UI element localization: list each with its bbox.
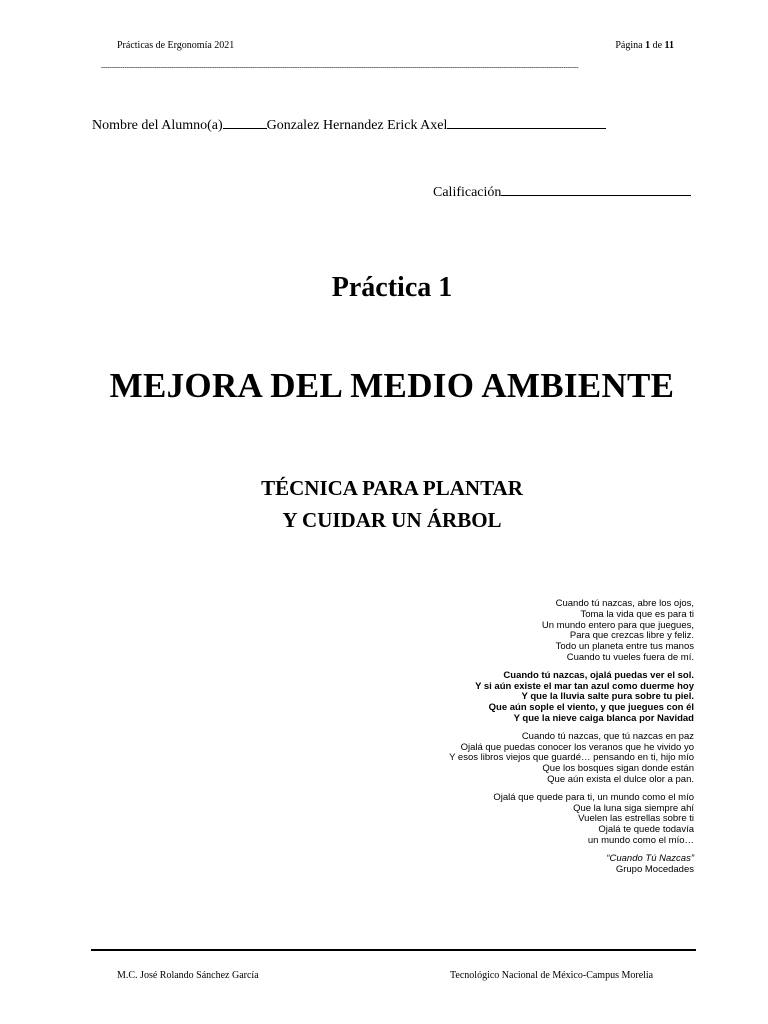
grade-underline [501,183,691,196]
poem-line: Ojalá te quede todavía [598,824,694,836]
practice-number: Práctica 1 [331,272,453,303]
header-course: Prácticas de Ergonomía 2021 [117,40,235,51]
poem-line: Para que crezcas libre y feliz. [569,630,694,642]
grade-label: Calificación [433,185,502,200]
practice-title: MEJORA DEL MEDIO AMBIENTE [109,366,675,405]
grade-line [433,183,691,201]
poem-credit [294,854,694,876]
student-name: Gonzalez Hernandez Erick Axel [266,118,448,133]
poem-line: un mundo como el mío… [587,834,694,846]
poem-line: Que aún exista el dulce olor a pan. [547,773,694,785]
poem-stanza-3 [294,732,694,786]
page-label: Página [615,40,643,51]
student-underline-long [447,116,606,129]
poem-credit-title: “Cuando Tú Nazcas” [606,852,694,864]
student-underline-short [223,116,267,129]
student-name-line [92,116,606,134]
subtitle-line-1: TÉCNICA PARA PLANTAR [261,476,523,500]
poem-line: Y que la nieve caiga blanca por Navidad [513,712,694,724]
poem-stanza-4 [294,793,694,847]
footer-divider [91,949,696,951]
student-label: Nombre del Alumno(a) [92,118,223,133]
poem-line: Ojalá que puedas conocer los veranos que he vivido yo [460,741,694,753]
poem-credit-group: Grupo Mocedades [615,863,694,875]
poem-line: Que los bosques sigan donde están [542,763,694,775]
poem-line: Que la luna siga siempre ahí [573,802,694,814]
poem-line: Cuando tú nazcas, que tú nazcas en paz [521,730,694,742]
poem-line: Y si aún existe el mar tan azul como duerme hoy [475,680,694,692]
page-of: de [652,40,663,51]
poem-line: Cuando tú nazcas, abre los ojos, [555,598,694,609]
poem-line: Un mundo entero para que juegues, [541,619,694,631]
poem-line: Que aún sople el viento, y que juegues con él [488,702,694,714]
poem-line: Ojalá que quede para ti, un mundo como el mío [493,791,694,803]
poem-line: Todo un planeta entre tus manos [555,641,694,653]
poem-line: Cuando tú nazcas, ojalá puedas ver el sol. [503,669,694,681]
poem-line: Cuando tu vueles fuera de mí. [566,651,694,663]
poem [294,599,694,875]
page-current: 1 [645,40,651,51]
header-page-number [615,40,674,51]
poem-line: Toma la vida que es para ti [580,608,694,620]
poem-stanza-1 [294,599,694,664]
footer-institution: Tecnológico Nacional de México-Campus Morelia [450,970,654,981]
subtitle-line-2: Y CUIDAR UN ÁRBOL [282,508,502,532]
page-total: 11 [664,40,674,51]
poem-stanza-2 [294,671,694,725]
poem-line: Y que la lluvia salte pura sobre tu piel. [521,691,694,703]
footer-author: M.C. José Rolando Sánchez García [117,970,259,981]
practice-subtitle [0,472,768,536]
poem-line: Vuelen las estrellas sobre ti [578,813,694,825]
poem-line: Y esos libros viejos que guardé… pensando en ti, hijo mío [449,752,694,764]
header-separator: -------------------------------------------------------------------------------------------------------------------------------------------------------------------------------------------------------------------------------- [101,64,579,70]
